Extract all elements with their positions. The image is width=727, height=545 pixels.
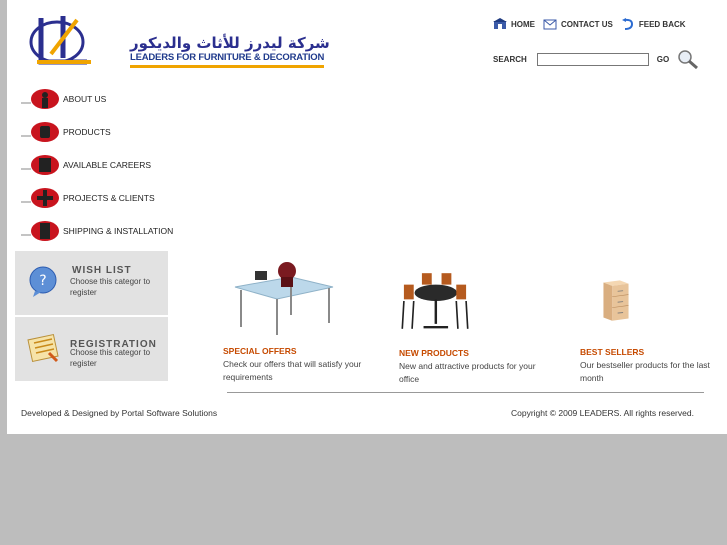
menu-item-label: ABOUT US [63, 93, 107, 104]
home-icon [493, 18, 507, 30]
menu-item-shipping[interactable] [21, 214, 173, 247]
wish-list-subtitle: Choose this categor to register [70, 277, 151, 297]
search-go-label[interactable]: GO [656, 54, 670, 64]
envelope-icon [543, 18, 557, 30]
menu-bullet-icon [21, 120, 59, 144]
nav-contact-label: CONTACT US [561, 19, 613, 29]
brand-underline [130, 65, 324, 68]
table-chairs-image [399, 263, 489, 339]
feedback-arrow-icon [621, 18, 635, 30]
main-menu [21, 82, 173, 247]
footer-credit[interactable]: Developed & Designed by Portal Software Solutions [21, 408, 218, 418]
menu-item-about[interactable] [21, 82, 173, 115]
nav-feedback-label: FEED BACK [638, 19, 686, 29]
brand-arabic-name: شركة ليدرز للأثاث والديكور [130, 34, 330, 52]
office-desk-image [231, 257, 341, 337]
feature-special-offers[interactable] [223, 257, 363, 384]
logo[interactable] [27, 8, 330, 68]
registration-title: REGISTRATION [70, 339, 157, 350]
feature-description: New and attractive products for your office [399, 361, 536, 384]
feature-title: SPECIAL OFFERS [223, 346, 297, 356]
magnifier-icon[interactable] [677, 49, 699, 69]
menu-item-products[interactable] [21, 115, 173, 148]
footer-divider [227, 392, 704, 393]
feature-best-sellers[interactable] [580, 262, 720, 385]
feature-new-products[interactable] [399, 263, 539, 386]
nav-home-label: HOME [511, 19, 535, 29]
menu-item-careers[interactable] [21, 148, 173, 181]
search-input[interactable] [537, 53, 649, 66]
menu-bullet-icon [21, 186, 59, 210]
page [7, 0, 727, 434]
menu-item-projects[interactable] [21, 181, 173, 214]
menu-bullet-icon [21, 219, 59, 243]
leaders-logo-icon [27, 10, 97, 68]
wish-list-title: WISH LIST [72, 265, 132, 276]
menu-item-label: SHIPPING & INSTALLATION [63, 225, 174, 236]
footer-copyright: Copyright © 2009 LEADERS. All rights reserved. [511, 408, 694, 418]
search-bar [493, 49, 699, 69]
registration-subtitle: Choose this categor to register [70, 348, 151, 368]
top-nav [493, 18, 686, 30]
nav-home[interactable] [493, 18, 535, 30]
menu-bullet-icon [21, 87, 59, 111]
menu-item-label: AVAILABLE CAREERS [63, 159, 152, 170]
wish-list-box[interactable] [15, 251, 168, 315]
registration-form-icon [25, 329, 61, 365]
search-label: SEARCH [493, 54, 527, 64]
svg-text:?: ? [39, 273, 47, 289]
menu-bullet-icon [21, 153, 59, 177]
nav-feedback[interactable] [621, 18, 686, 30]
registration-box[interactable] [15, 317, 168, 381]
wish-list-icon [25, 263, 61, 299]
menu-item-label: PROJECTS & CLIENTS [63, 192, 155, 203]
feature-description: Check our offers that will satisfy your requirements [223, 359, 362, 382]
nav-contact[interactable] [543, 18, 613, 30]
feature-description: Our bestseller products for the last month [580, 360, 710, 383]
menu-item-label: PRODUCTS [63, 126, 111, 137]
feature-title: BEST SELLERS [580, 347, 645, 357]
brand-english-name: LEADERS FOR FURNITURE & DECORATION [130, 52, 325, 63]
drawer-cabinet-image [598, 262, 658, 338]
feature-title: NEW PRODUCTS [399, 348, 469, 358]
